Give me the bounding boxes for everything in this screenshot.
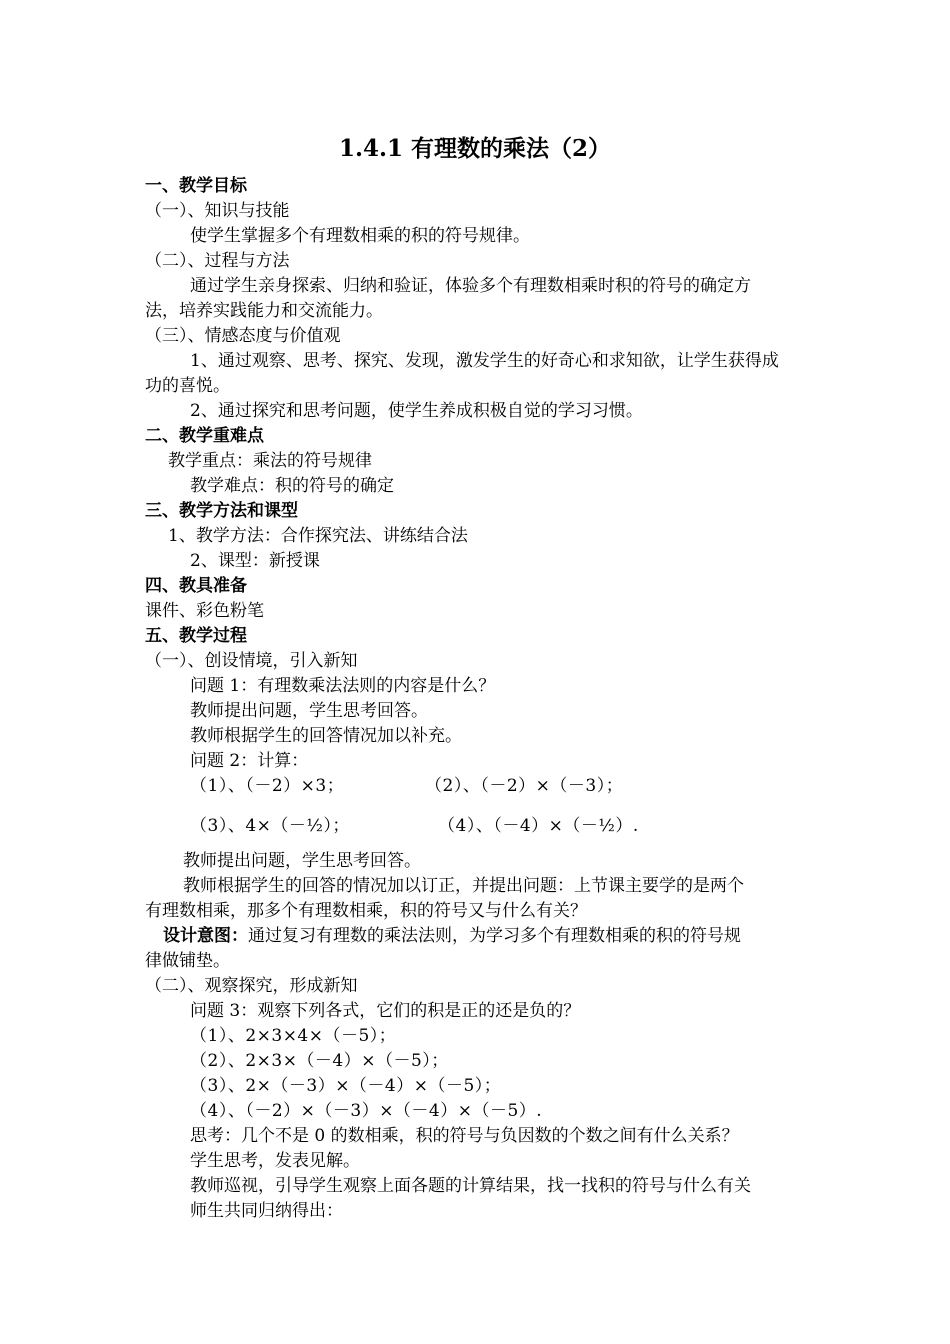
paragraph: 教师根据学生的回答的情况加以订正，并提出问题：上节课主要学的是两个	[183, 876, 744, 896]
sub-heading-process: （二）、过程与方法	[145, 251, 290, 271]
exercise-item: （2）、2×3×（－4）×（－5）；	[190, 1051, 449, 1071]
paragraph: 教师巡视，引导学生观察上面各题的计算结果，找一找积的符号与什么有关	[190, 1176, 751, 1196]
exercise-item: （1）、（－2）×3；	[190, 776, 345, 796]
paragraph: 教学难点：积的符号的确定	[190, 476, 394, 496]
exercise-item: （4）、（－4）×（－½）.	[438, 816, 639, 836]
page-title: 1.4.1 有理数的乘法（2）	[338, 135, 612, 162]
paragraph: 2、课型：新授课	[190, 551, 320, 571]
sub-heading-attitude: （三）、情感态度与价值观	[145, 326, 341, 346]
paragraph: 教师根据学生的回答情况加以补充。	[190, 726, 462, 746]
paragraph: 教学重点：乘法的符号规律	[168, 451, 372, 471]
sub-heading-exploration: （二）、观察探究，形成新知	[145, 976, 358, 996]
question: 问题 3：观察下列各式，它们的积是正的还是负的？	[190, 1001, 581, 1021]
exercise-item: （3）、4×（－½）；	[190, 816, 350, 836]
section-heading-process: 五、教学过程	[145, 626, 247, 646]
exercise-item: （2）、（－2）×（－3）；	[425, 776, 624, 796]
paragraph: 1、教学方法：合作探究法、讲练结合法	[168, 526, 468, 546]
paragraph: 教师提出问题，学生思考回答。	[190, 701, 428, 721]
paragraph: 功的喜悦。	[145, 376, 230, 396]
question: 问题 1：有理数乘法法则的内容是什么？	[190, 676, 496, 696]
paragraph: 教师提出问题，学生思考回答。	[183, 851, 421, 871]
exercise-item: （3）、2×（－3）×（－4）×（－5）；	[190, 1076, 502, 1096]
design-intent-label: 设计意图：	[163, 926, 248, 946]
paragraph: 师生共同归纳得出：	[190, 1201, 343, 1221]
paragraph: 通过学生亲身探索、归纳和验证，体验多个有理数相乘时积的符号的确定方	[190, 276, 751, 296]
exercise-item: （4）、（－2）×（－3）×（－4）×（－5）.	[190, 1101, 543, 1121]
exercise-item: （1）、2×3×4×（－5）；	[190, 1026, 397, 1046]
paragraph: 1、通过观察、思考、探究、发现，激发学生的好奇心和求知欲，让学生获得成	[190, 351, 779, 371]
design-intent	[163, 924, 741, 948]
paragraph: 使学生掌握多个有理数相乘的积的符号规律。	[190, 226, 530, 246]
section-heading-methods: 三、教学方法和课型	[145, 501, 298, 521]
paragraph: 2、通过探究和思考问题，使学生养成积极自觉的学习习惯。	[190, 401, 643, 421]
paragraph: 法，培养实践能力和交流能力。	[145, 301, 383, 321]
section-heading-objectives: 一、教学目标	[145, 176, 247, 196]
paragraph: 课件、彩色粉笔	[145, 601, 264, 621]
paragraph: 有理数相乘，那多个有理数相乘，积的符号又与什么有关？	[145, 901, 587, 921]
paragraph: 律做铺垫。	[145, 951, 230, 971]
section-heading-tools: 四、教具准备	[145, 576, 247, 596]
design-intent-text: 通过复习有理数的乘法法则，为学习多个有理数相乘的积的符号规	[248, 926, 741, 946]
section-heading-key-points: 二、教学重难点	[145, 426, 264, 446]
paragraph: 思考：几个不是 0 的数相乘，积的符号与负因数的个数之间有什么关系？	[190, 1126, 739, 1146]
paragraph: 学生思考，发表见解。	[190, 1151, 360, 1171]
sub-heading-knowledge: （一）、知识与技能	[145, 201, 290, 221]
question: 问题 2：计算：	[190, 751, 309, 771]
sub-heading-introduction: （一）、创设情境，引入新知	[145, 651, 358, 671]
